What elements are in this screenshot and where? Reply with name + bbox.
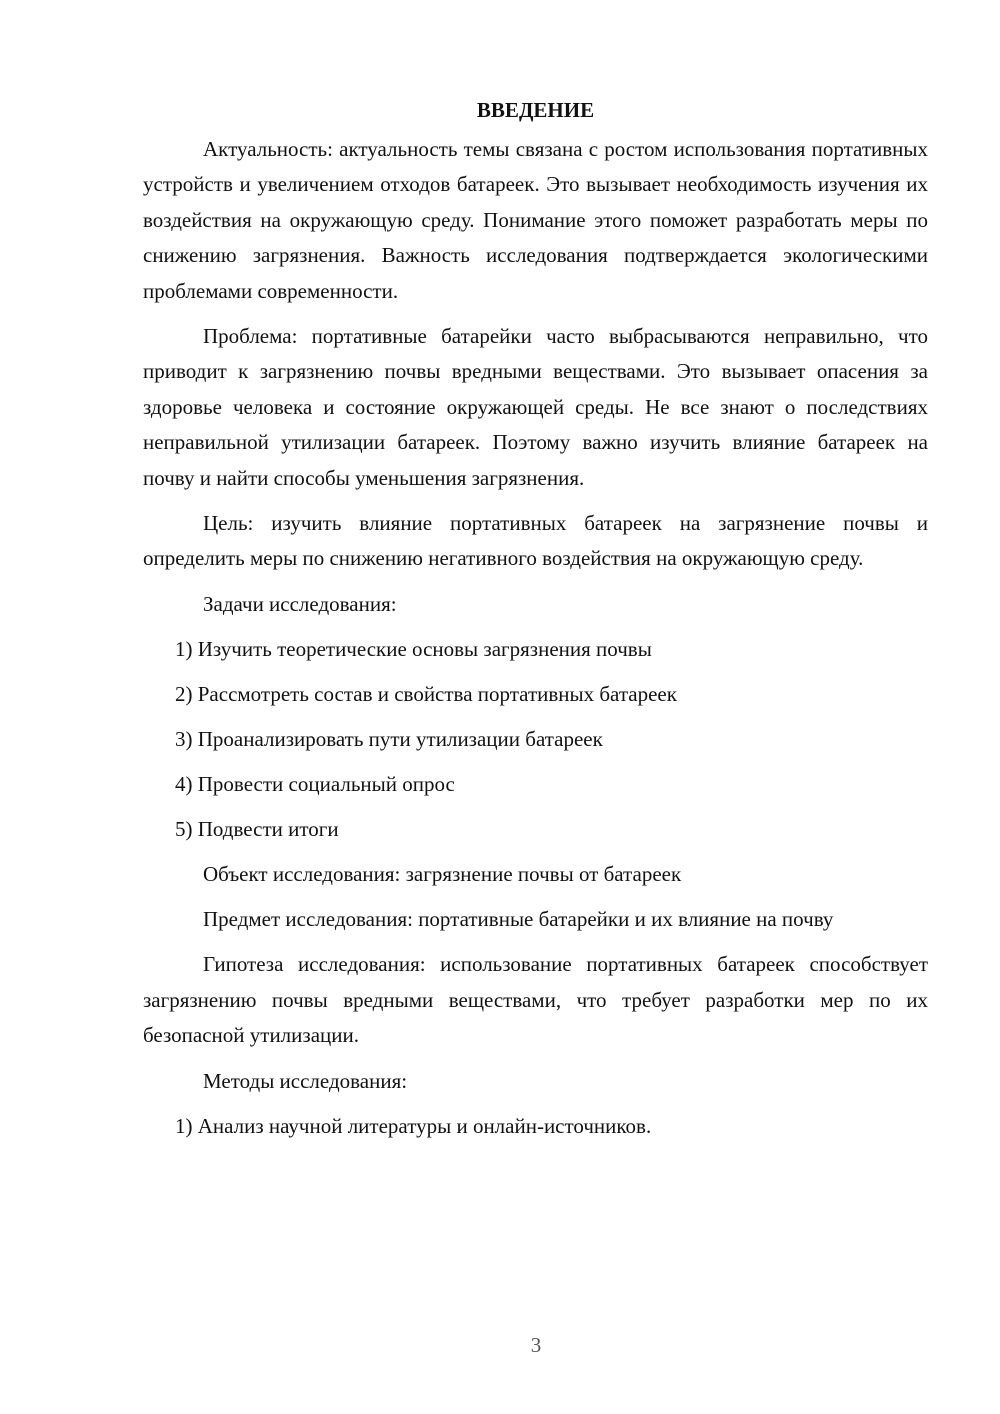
problem-paragraph: Проблема: портативные батарейки часто выбрасываются неправильно, что приводит к загрязнению почвы вредными веществами. Это вызывает опасения за здоровье человека и состояние окружающей среды. Не все знают о последствиях неправильной утилизации батареек. Поэтому важно изучить влияние батареек на почву и найти способы уменьшения загрязнения.	[143, 324, 928, 490]
hypothesis-paragraph: Гипотеза исследования: использование портативных батареек способствует загрязнению почвы вредными веществами, что требует разработки мер по их безопасной утилизации.	[143, 952, 928, 1048]
list-item: 3) Проанализировать пути утилизации батареек	[175, 726, 603, 751]
list-item: 2) Рассмотреть состав и свойства портативных батареек	[175, 681, 677, 706]
tasks-title: Задачи исследования:	[203, 591, 397, 616]
list-item: 1) Изучить теоретические основы загрязнения почвы	[175, 636, 652, 661]
list-item: 1) Анализ научной литературы и онлайн-источников.	[175, 1113, 652, 1138]
methods-title: Методы исследования:	[203, 1068, 408, 1093]
relevance-paragraph: Актуальность: актуальность темы связана с ростом использования портативных устройств и увеличением отходов батареек. Это вызывает необходимость изучения их воздействия на окружающую среду. Понимание этого поможет разработать меры по снижению загрязнения. Важность исследования подтверждается экологическими проблемами современности.	[143, 137, 928, 303]
goal-paragraph: Цель: изучить влияние портативных батареек на загрязнение почвы и определить меры по снижению негативного воздействия на окружающую среду.	[143, 511, 928, 571]
list-item: 5) Подвести итоги	[175, 816, 339, 841]
tasks-list	[143, 632, 928, 847]
object-line: Объект исследования: загрязнение почвы от батареек	[203, 861, 682, 886]
methods-list	[143, 1109, 928, 1144]
list-item: 4) Провести социальный опрос	[175, 771, 455, 796]
subject-paragraph: Предмет исследования: портативные батарейки и их влияние на почву	[203, 906, 834, 931]
page-number: 3	[530, 1333, 542, 1357]
page-title: ВВЕДЕНИЕ	[476, 98, 595, 122]
document-page	[143, 92, 928, 1154]
